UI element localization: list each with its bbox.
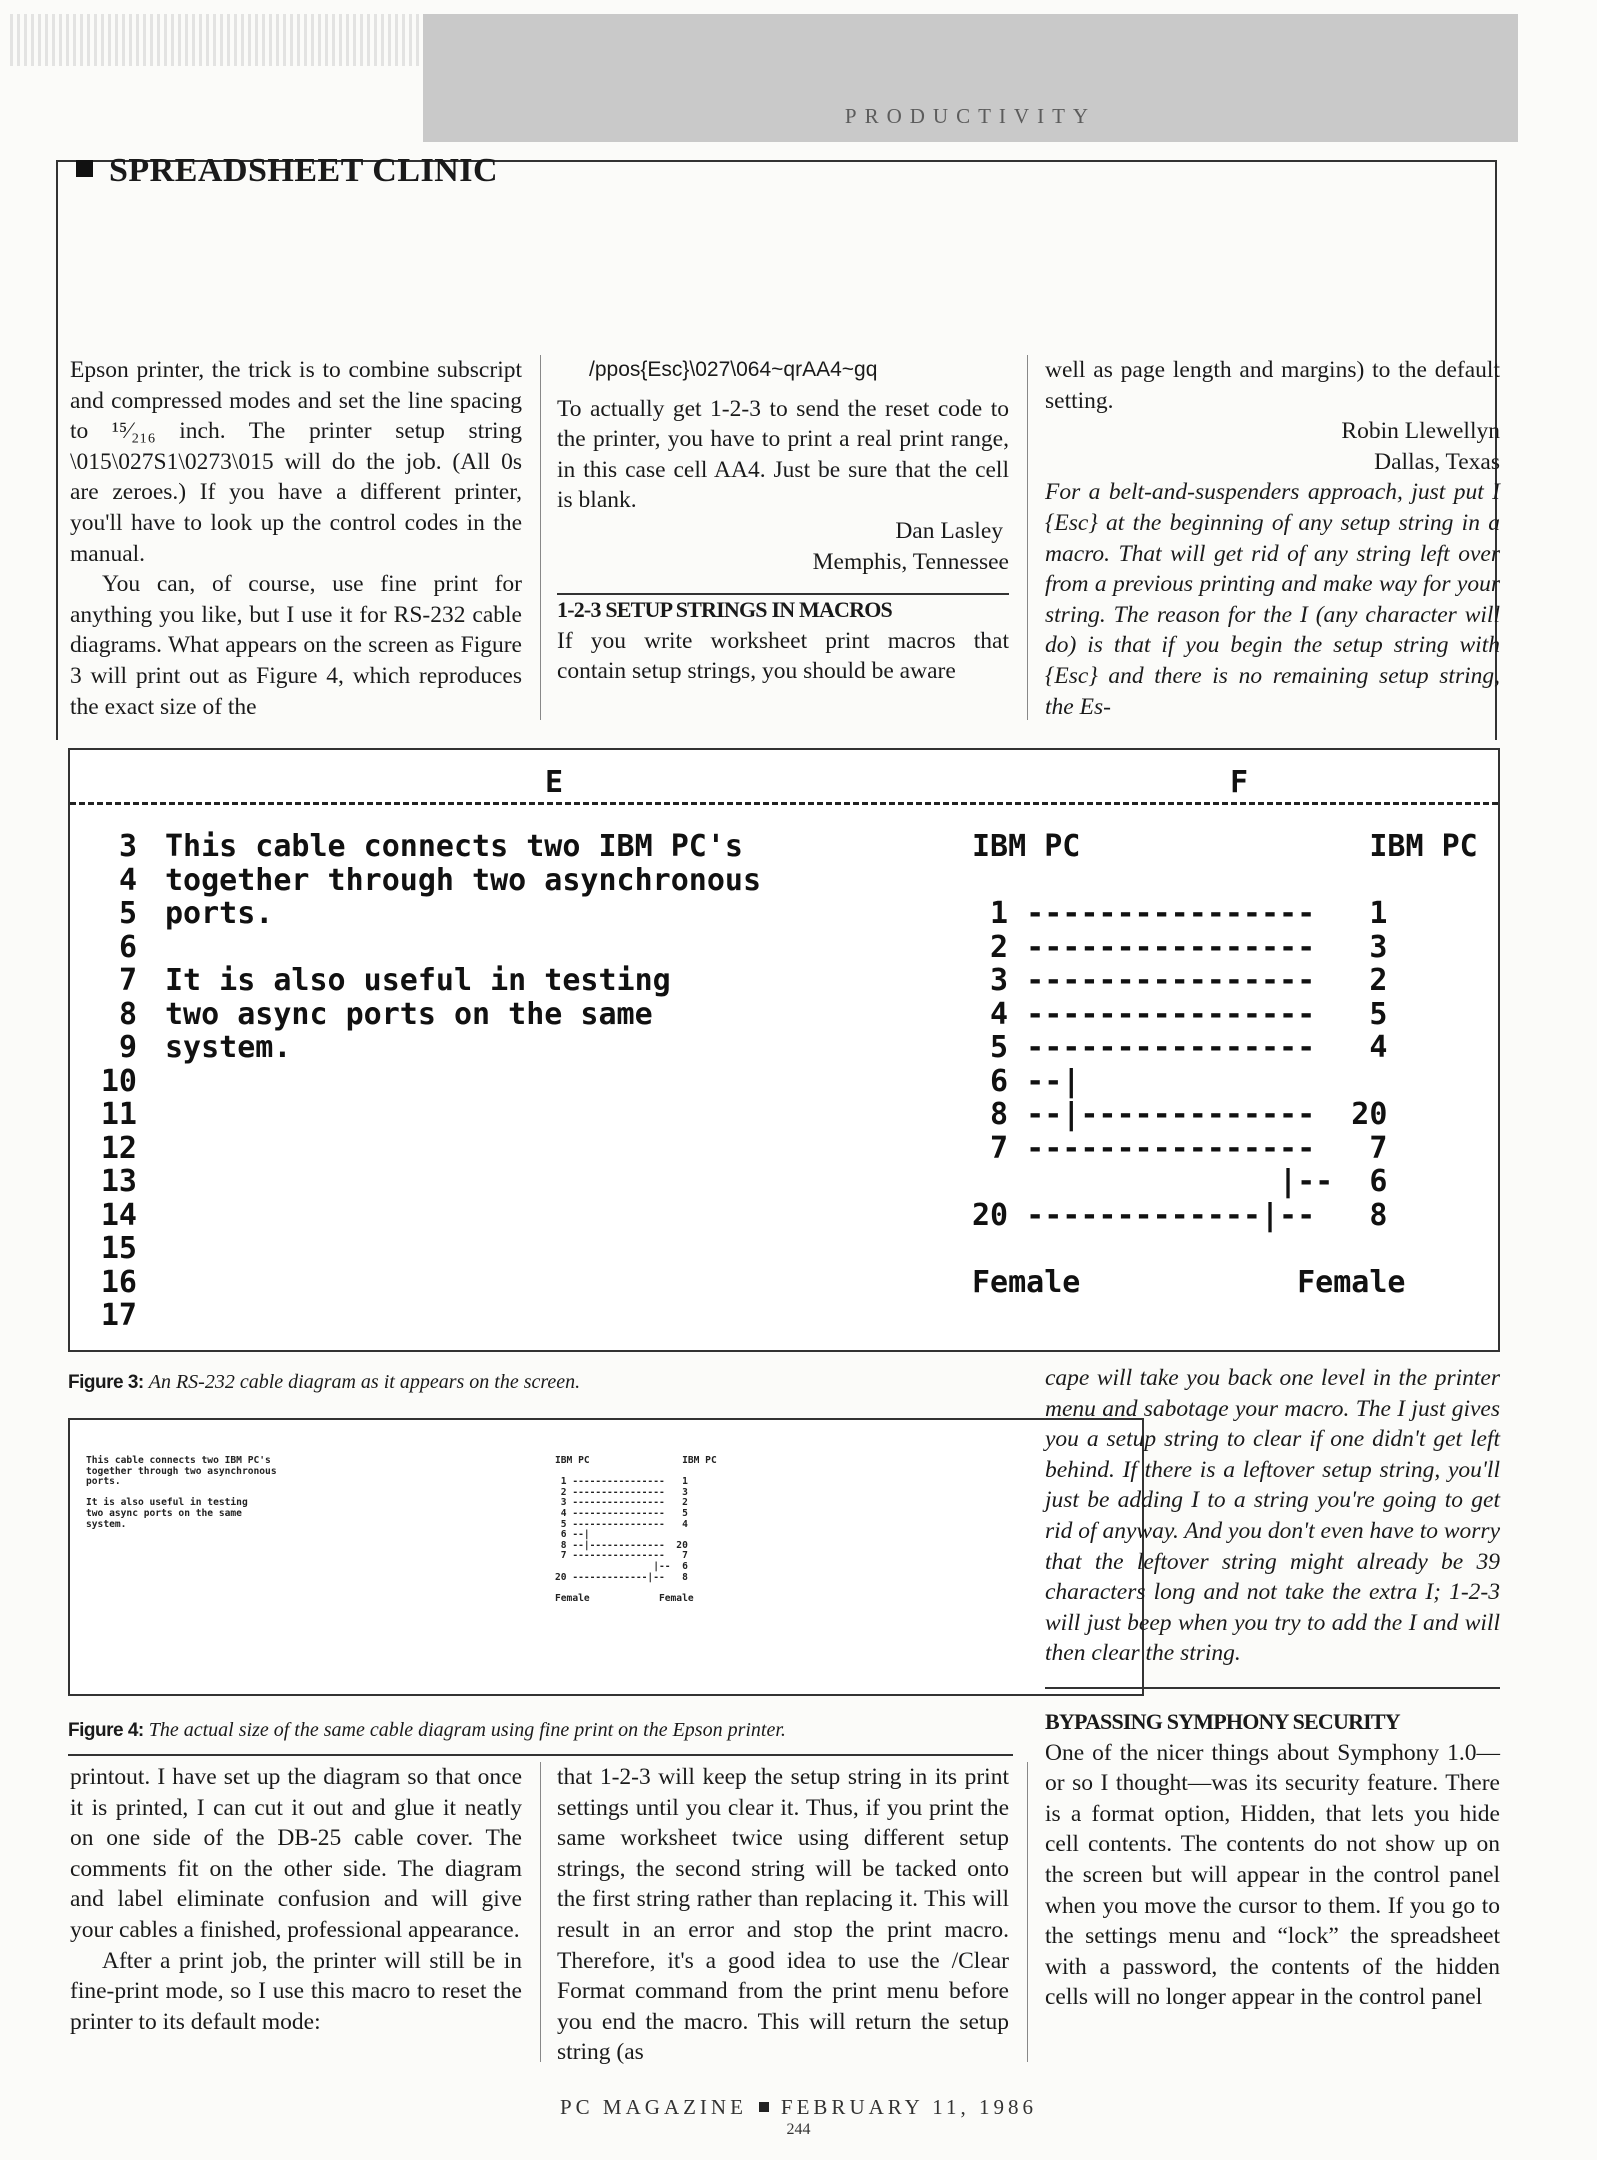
figure-4-fine-print (68, 1418, 1144, 1696)
subheading: BYPASSING SYMPHONY SECURITY (1045, 1708, 1400, 1734)
paragraph: One of the nicer things about Symphony 1.0—or so I thought—was its security feature. There is a format option, Hidden, that lets you hide cell contents. The contents do not show up on the screen but will appear in the control panel when you move the cursor to them. If you go to the settings menu and “lock” the spreadsheet with a password, the contents of the hidden cells will no longer appear in the control panel (1045, 1739, 1500, 2011)
paragraph: Epson printer, the trick is to combine subscript and compressed modes and set the line spacing to ¹⁵⁄₂₁₆ inch. The printer setup string \015\027S1\0273\015 will do the job. (All 0s are zeroes.) If you have a different printer, you'll have to look up the control codes in the manual. (70, 357, 522, 567)
header-decoration (10, 14, 420, 66)
bottom-rule (68, 1754, 1013, 1756)
macro-code: /ppos{Esc}\027\064~qrAA4~gq (589, 358, 878, 381)
signature-place: Dallas, Texas (1374, 448, 1500, 475)
column-1-bottom (70, 1762, 522, 2037)
caption-text: An RS-232 cable diagram as it appears on the screen. (148, 1371, 581, 1393)
column-separator (540, 1762, 541, 2062)
column-2-top (557, 355, 1009, 687)
header-dashed-line (70, 802, 1498, 805)
signature-name: Dan Lasley (895, 517, 1003, 544)
column-separator (1027, 355, 1028, 720)
left-rule (56, 160, 58, 740)
bullet-square-icon (759, 2102, 769, 2112)
column-separator (540, 355, 541, 720)
column-1-top (70, 355, 522, 722)
paragraph: After a print job, the printer will still be in fine-print mode, so I use this macro to reset the printer to its default mode: (70, 1947, 522, 2035)
header-label: PRODUCTIVITY (844, 104, 1097, 128)
signature-name: Robin Llewellyn (1341, 418, 1500, 445)
bullet-square-icon (76, 160, 93, 177)
subheading: 1-2-3 SETUP STRINGS IN MACROS (557, 597, 892, 623)
paragraph: You can, of course, use fine print for anything you like, but I use it for RS-232 cable diagrams. What appears on the screen as Figure 3 will print out as Figure 4, which reproduces the exact size of the (70, 571, 522, 720)
section-title (76, 152, 498, 190)
row-numbers: 3 4 5 6 7 8 9 10 11 12 13 14 15 16 17 (100, 829, 137, 1333)
editor-note: cape will take you back one level in the printer menu and sabotage your macro. The I just gives you a setup string to clear if one didn't get left behind. If there is a leftover setup string, you'll just be adding I to a string you're going to get rid of anyway. And you don't even have to worry that the leftover string might already be 39 characters long and not take the extra I; 1-2-3 will just beep when you try to add the I and will then clear the string. (1045, 1365, 1500, 1667)
column-3-top (1045, 355, 1500, 722)
cell-text: This cable connects two IBM PC's together through two asynchronous ports. It is also useful in testing two async ports on the same system. (165, 829, 762, 1065)
paragraph: well as page length and margins) to the default setting. (1045, 357, 1500, 414)
signature-place: Memphis, Tennessee (812, 548, 1009, 575)
paragraph: To actually get 1-2-3 to send the reset code to the printer, you have to print a real print range, in this case cell AA4. Just be sure that the cell is blank. (557, 395, 1009, 514)
paragraph: If you write worksheet print macros that contain setup strings, you should be aware (557, 627, 1009, 685)
column-3-bottom (1045, 1363, 1500, 2013)
figure-3-caption (68, 1371, 580, 1394)
column-header-e: E (545, 765, 564, 800)
cable-diagram: IBM PC IBM PC 1 ---------------- 1 2 ---------------- 3 3 ---------------- 2 4 ---------------- 5 5 ---------------- 4 6 --| 8 --|------------- 20 7 ---------------- 7 |-- 6 20 -------------|-- 8 Female Female (972, 829, 1478, 1300)
caption-label: Figure 4: (68, 1720, 144, 1741)
footer-magazine: PC MAGAZINE (560, 2095, 747, 2119)
column-2-bottom (557, 1762, 1009, 2068)
heading-rule (557, 593, 1009, 595)
footer-date: FEBRUARY 11, 1986 (780, 2095, 1037, 2119)
caption-label: Figure 3: (68, 1372, 144, 1393)
section-title-text: SPREADSHEET CLINIC (109, 152, 499, 189)
caption-text: The actual size of the same cable diagram using fine print on the Epson printer. (148, 1719, 786, 1741)
figure-3-screen (68, 748, 1500, 1352)
page-number: 244 (786, 2121, 811, 2138)
fine-print-diagram: IBM PC IBM PC 1 ---------------- 1 2 ---------------- 3 3 ---------------- 2 4 ---------------- 5 5 ---------------- 4 6 --| 8 --|------------- 20 7 ---------------- 7 |-- 6 20 -------------|-- 8 Female Female (555, 1455, 717, 1604)
heading-rule (1045, 1687, 1500, 1689)
paragraph: that 1-2-3 will keep the setup string in its print settings until you clear it. Thus, if you print the same worksheet twice using different setup strings, the second string will be tacked onto the first string rather than replacing it. This will result in an error and stop the print macro. Therefore, it's a good idea to use the /Clear Format command from the print menu before you end the macro. This will return the setup string (as (557, 1764, 1009, 2066)
paragraph: printout. I have set up the diagram so that once it is printed, I can cut it out and glue it neatly on one side of the DB-25 cable cover. The comments fit on the other side. The diagram and label eliminate confusion and will give your cables a finished, professional appearance. (70, 1764, 522, 1943)
fine-print-text: This cable connects two IBM PC's together through two asynchronous ports. It is also useful in testing two async ports on the same system. (86, 1455, 277, 1530)
page-footer (0, 2095, 1597, 2120)
figure-4-caption (68, 1719, 786, 1742)
editor-note: For a belt-and-suspenders approach, just put I {Esc} at the beginning of any setup string in a macro. That will get rid of any string left over from a previous printing and make way for your string. The reason for the I (any character will do) is that if you begin the setup string with {Esc} and there is no remaining setup string, the Es- (1045, 479, 1500, 720)
column-header-f: F (1230, 765, 1249, 800)
column-separator (1027, 1762, 1028, 2062)
